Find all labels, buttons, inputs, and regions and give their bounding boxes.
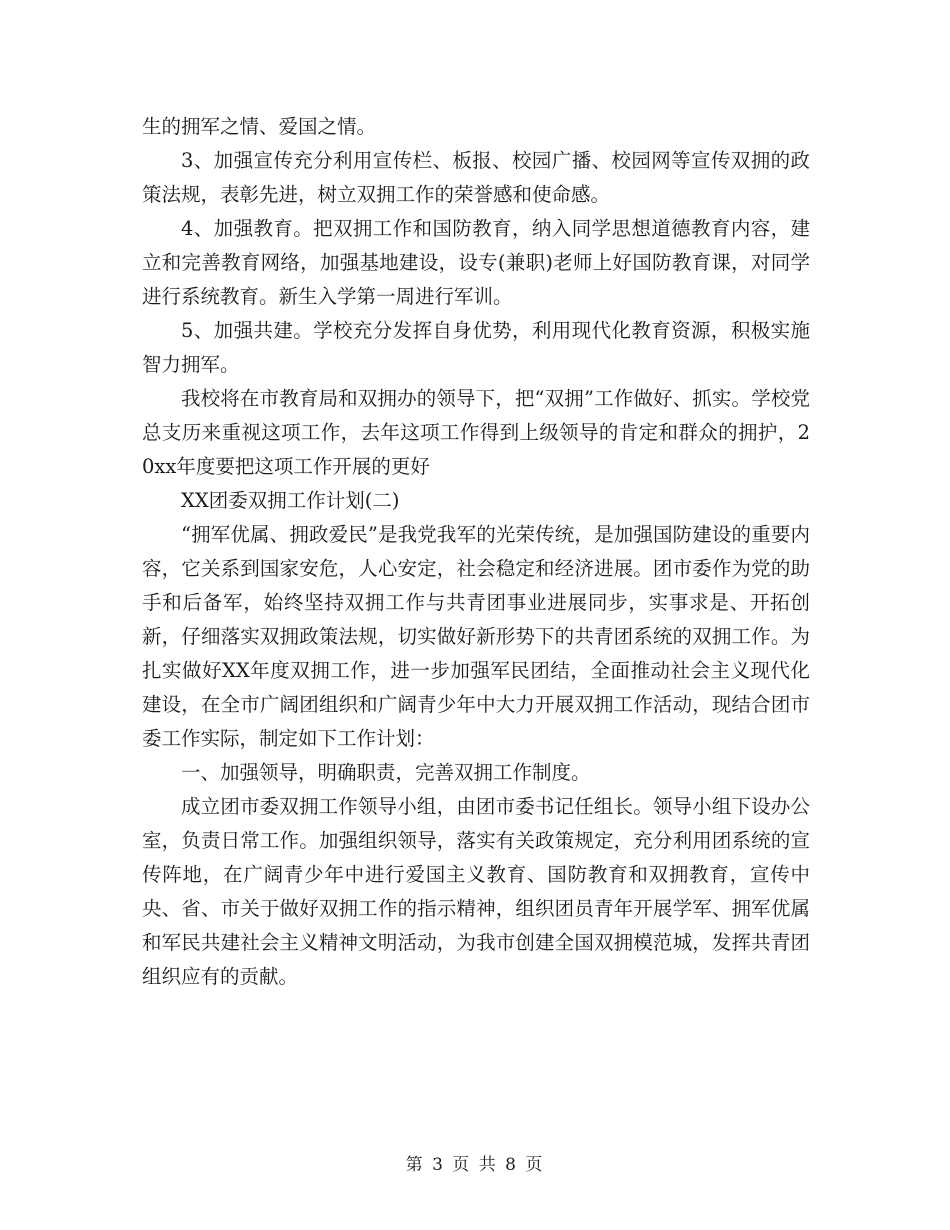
paragraph-5: 我校将在市教育局和双拥办的领导下，把“双拥”工作做好、抓实。学校党总支历来重视这项工作，去年这项工作得到上级领导的肯定和群众的拥护，20xx年度要把这项工作开展的更好: [142, 387, 810, 478]
paragraph-7: 成立团市委双拥工作领导小组，由团市委书记任组长。领导小组下设办公室，负责日常工作。加强组织领导，落实有关政策规定，充分利用团系统的宣传阵地，在广阔青少年中进行爱国主义教育、国防教育和双拥教育，宣传中央、省、市关于做好双拥工作的指示精神，组织团员青年开展学军、拥军优属和军民共建社会主义精神文明活动，为我市创建全国双拥模范城，发挥共青团组织应有的贡献。: [142, 795, 810, 988]
section-heading: XX团委双拥工作计划(二): [181, 489, 400, 512]
subsection-heading: 一、加强领导，明确职责，完善双拥工作制度。: [181, 761, 591, 784]
paragraph-2: 3、加强宣传充分利用宣传栏、板报、校园广播、校园网等宣传双拥的政策法规，表彰先进，树立双拥工作的荣誉感和使命感。: [142, 149, 810, 206]
paragraph-6: “拥军优属、拥政爱民”是我党我军的光荣传统，是加强国防建设的重要内容，它关系到国家安危，人心安定，社会稳定和经济进展。团市委作为党的助手和后备军，始终坚持双拥工作与共青团事业进展同步，实事求是、开拓创新，仔细落实双拥政策法规，切实做好新形势下的共青团系统的双拥工作。为扎实做好XX年度双拥工作，进一步加强军民团结，全面推动社会主义现代化建设，在全市广阔团组织和广阔青少年中大力开展双拥工作活动，现结合团市委工作实际，制定如下工作计划：: [142, 523, 810, 750]
page-number-footer: 第 3 页 共 8 页: [405, 1155, 545, 1175]
paragraph-1: 生的拥军之情、爱国之情。: [142, 115, 377, 138]
document-body: [142, 110, 810, 994]
paragraph-4: 5、加强共建。学校充分发挥自身优势，利用现代化教育资源，积极实施智力拥军。: [142, 319, 810, 376]
paragraph-3: 4、加强教育。把双拥工作和国防教育，纳入同学思想道德教育内容，建立和完善教育网络，加强基地建设，设专(兼职)老师上好国防教育课，对同学进行系统教育。新生入学第一周进行军训。: [142, 217, 810, 308]
